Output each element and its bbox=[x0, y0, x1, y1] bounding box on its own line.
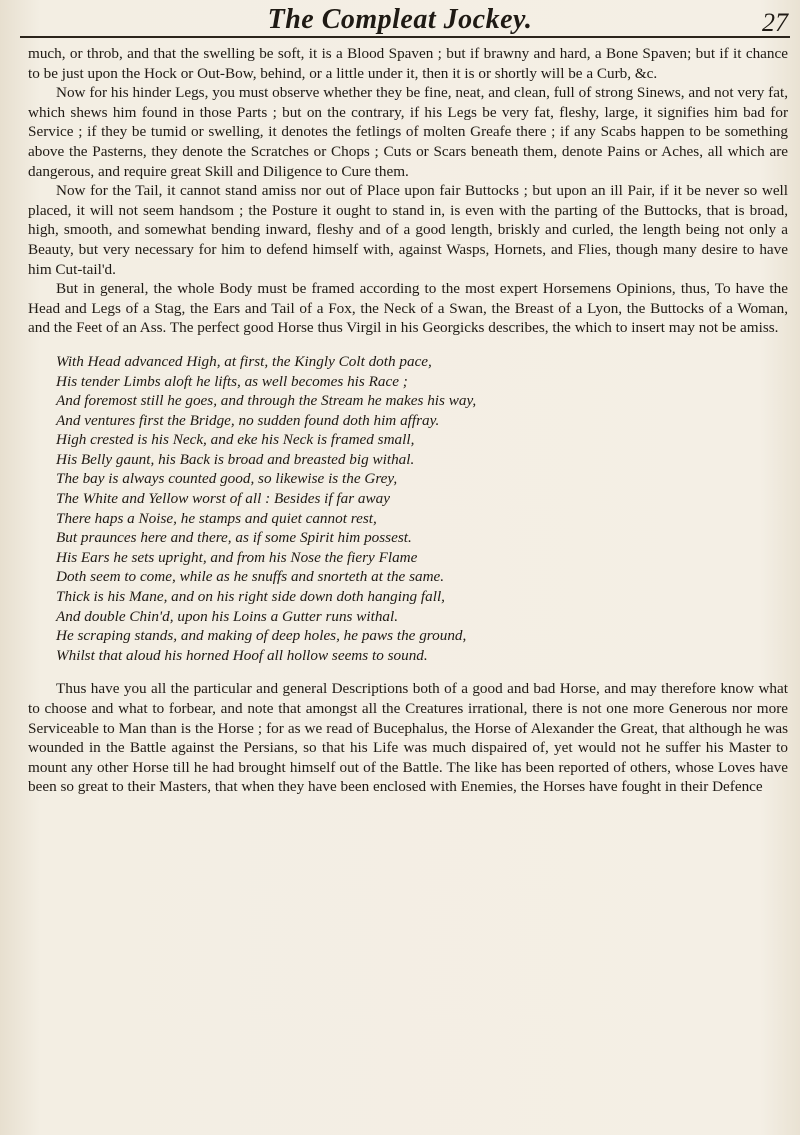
verse-line: The White and Yellow worst of all : Besides if far away bbox=[56, 490, 390, 508]
verse-line: Thick is his Mane, and on his right side down doth hanging fall, bbox=[56, 588, 445, 606]
verse-line: And ventures first the Bridge, no sudden found doth him affray. bbox=[56, 411, 440, 429]
paragraph: Now for the Tail, it cannot stand amiss nor out of Place upon fair Buttocks ; but upon an ill Pair, if it be never so well placed, it will not seem handsom ; the Posture it ought to stand in, is even with the parting of the Buttocks, that is broad, high, smooth, and somewhat bending inward, fleshy and of a good length, briskly and curled, the length being not only a Beauty, but very necessary for him to defend himself with, against Wasps, Hornets, and Flies, though many desire to have him Cut-tail'd. bbox=[28, 182, 788, 278]
paragraph: But in general, the whole Body must be framed according to the most expert Horsemens Opinions, thus, To have the Head and Legs of a Stag, the Ears and Tail of a Fox, the Neck of a Swan, the Breast of a Lyon, the Buttocks of a Woman, and the Feet of an Ass. The perfect good Horse thus Virgil in his Georgicks describes, the which to insert may not be amiss. bbox=[28, 280, 788, 337]
verse-line: Doth seem to come, while as he snuffs and snorteth at the same. bbox=[56, 568, 445, 586]
closing-paragraph: Thus have you all the particular and general Descriptions both of a good and bad Horse, and may therefore know what to choose and what to forbear, and note that amongst all the Creatures irrational, there is not one more Generous nor more Serviceable to Man than is the Horse ; for as we read of Bucephalus, the Horse of Alexander the Great, that although he was wounded in the Battle against the Persians, so that his Life was much dispaired of, yet would not he suffer his Master to mount any other Horse till he had brought himself out of the Battle. The like has been reported of others, whose Loves have been so great to their Masters, that when they have been enclosed with Enemies, the Horses have fought in their Defence bbox=[28, 680, 788, 796]
page-number: 27 bbox=[762, 8, 788, 37]
verse-line: Whilst that aloud his horned Hoof all hollow seems to sound. bbox=[56, 646, 428, 664]
verse-block bbox=[56, 352, 788, 666]
verse-line: His Belly gaunt, his Back is broad and breasted big withal. bbox=[56, 450, 415, 468]
verse-line: And foremost still he goes, and through the Stream he makes his way, bbox=[56, 392, 477, 410]
verse-line: He scraping stands, and making of deep holes, he paws the ground, bbox=[56, 627, 467, 645]
header-rule bbox=[20, 36, 790, 38]
verse-line: His tender Limbs aloft he lifts, as well becomes his Race ; bbox=[56, 372, 408, 390]
verse-line: There haps a Noise, he stamps and quiet cannot rest, bbox=[56, 509, 377, 527]
paragraph: much, or throb, and that the swelling be soft, it is a Blood Spaven ; but if brawny and hard, a Bone Spaven; but if it chance to be just upon the Hock or Out-Bow, behind, or a little under it, then it is or shortly will be a Curb, &c. bbox=[28, 45, 788, 82]
verse-line: High crested is his Neck, and eke his Neck is framed small, bbox=[56, 431, 415, 449]
verse-line: And double Chin'd, upon his Loins a Gutter runs withal. bbox=[56, 607, 399, 625]
page-body bbox=[28, 44, 788, 797]
verse-line: With Head advanced High, at first, the Kingly Colt doth pace, bbox=[56, 352, 432, 370]
running-title: The Compleat Jockey. bbox=[267, 4, 533, 35]
paragraph: Now for his hinder Legs, you must observe whether they be fine, neat, and clean, full of strong Sinews, and not very fat, which shews him found in those Parts ; but on the contrary, if his Legs be very fat, fleshy, large, it signifies him bad for Service ; if they be tumid or swelling, it denotes the fetlings of molten Greafe there ; if any Scabs happen to be something above the Pasterns, they denote the Scratches or Chops ; Cuts or Scars beneath them, denote Pains or Aches, all which are dangerous, and require great Skill and Diligence to Cure them. bbox=[28, 84, 788, 180]
verse-line: The bay is always counted good, so likewise is the Grey, bbox=[56, 470, 398, 488]
verse-line: His Ears he sets upright, and from his Nose the fiery Flame bbox=[56, 548, 418, 566]
verse-line: But praunces here and there, as if some Spirit him possest. bbox=[56, 529, 412, 547]
